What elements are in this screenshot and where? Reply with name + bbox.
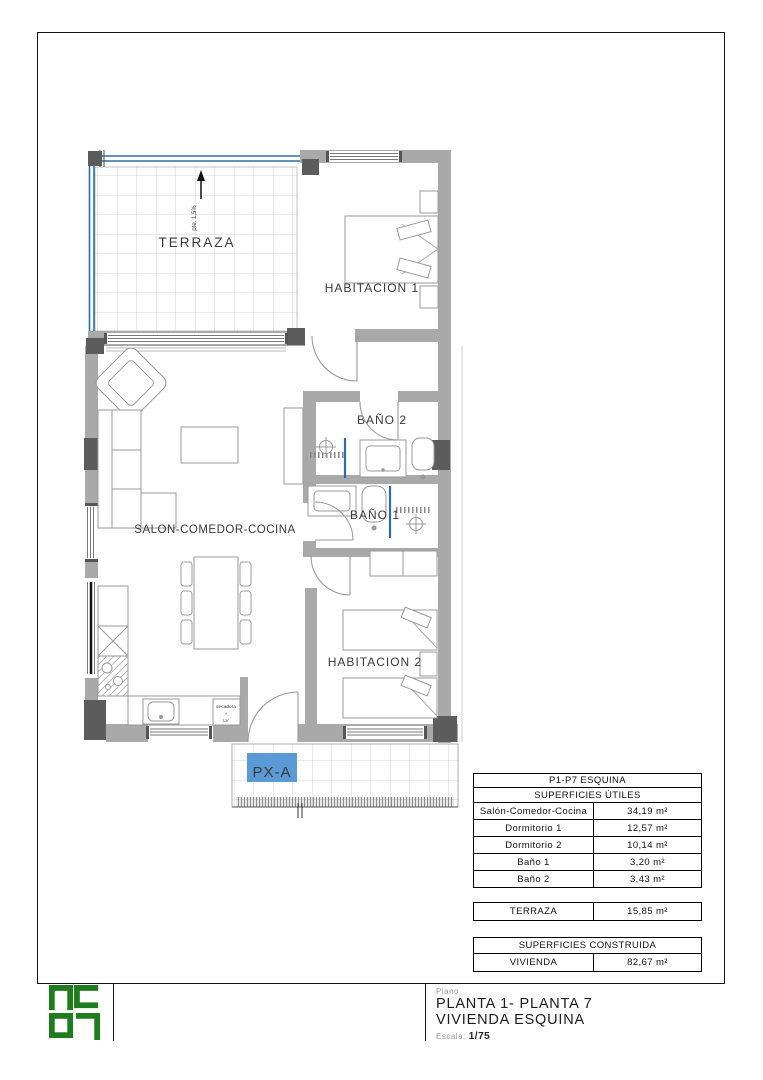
scale-row xyxy=(436,1031,725,1042)
row-label: Baño 2 xyxy=(474,871,594,887)
room-habitacion2 xyxy=(328,551,437,718)
chair xyxy=(240,591,251,615)
balcony xyxy=(232,744,458,818)
nc07-logo xyxy=(48,984,102,1042)
coffee-table xyxy=(181,427,238,463)
row-label: Dormitorio 2 xyxy=(474,837,594,853)
appliance-label: + xyxy=(224,712,228,717)
area-table xyxy=(473,773,702,972)
row-value: 3,20 m² xyxy=(629,856,665,868)
plan-title-line1: PLANTA 1- PLANTA 7 xyxy=(436,996,593,1012)
window-kitchen-left xyxy=(85,578,98,678)
room-salon xyxy=(93,345,303,725)
px-a-label: PX-A xyxy=(252,764,292,781)
row-label: Baño 1 xyxy=(474,854,594,870)
plan-title-line2: VIVIENDA ESQUINA xyxy=(436,1012,585,1029)
window-habitacion1 xyxy=(326,151,402,162)
row-value: 3,43 m² xyxy=(629,873,665,885)
row-value: 10,14 m² xyxy=(627,839,668,851)
title-block xyxy=(37,983,725,1041)
sink-basin xyxy=(314,491,350,511)
room-label-terraza: TERRAZA xyxy=(158,235,236,250)
row-label: Salón-Comedor-Cocina xyxy=(474,803,594,819)
room-habitacion1 xyxy=(325,191,438,308)
row-value: 15,85 m² xyxy=(627,906,668,917)
row-value: 12,57 m² xyxy=(627,822,668,834)
row-label: VIVIENDA xyxy=(474,954,594,971)
superficies-utiles-table xyxy=(473,773,702,888)
terraza-table xyxy=(473,902,702,921)
sofa-chaise xyxy=(141,493,176,528)
table-row xyxy=(474,953,701,971)
title-info xyxy=(425,984,725,1041)
table-row xyxy=(474,836,701,853)
row-value: 34,19 m² xyxy=(627,805,668,817)
room-label-bano1: BAÑO 1 xyxy=(349,508,401,522)
chair xyxy=(181,620,192,644)
scale-value: 1/75 xyxy=(468,1031,491,1043)
room-bano1 xyxy=(308,486,432,538)
table-subheader xyxy=(474,787,701,802)
table-subheader-text: SUPERFICIES CONSTRUIDA xyxy=(518,940,657,951)
plano-label: Plano xyxy=(436,987,459,996)
table-row xyxy=(474,819,701,836)
chair xyxy=(240,620,251,644)
chair xyxy=(181,591,192,615)
appliance-label: LV xyxy=(223,719,229,724)
room-terraza xyxy=(90,150,301,334)
nightstand xyxy=(420,191,438,213)
chair xyxy=(181,562,192,586)
nightstand xyxy=(420,286,438,308)
room-label-habitacion1: HABITACION 1 xyxy=(324,281,420,295)
room-label-bano2: BAÑO 2 xyxy=(356,413,408,427)
window-salon-left xyxy=(85,503,98,562)
table-title-text: P1-P7 ESQUINA xyxy=(548,775,626,786)
window-habitacion2-bottom xyxy=(343,726,427,739)
row-label: TERRAZA xyxy=(474,903,594,920)
table-row xyxy=(474,802,701,819)
superficies-construida-table xyxy=(473,937,702,972)
logo-cell xyxy=(37,984,114,1041)
sink-basin xyxy=(366,446,400,471)
row-label: Dormitorio 1 xyxy=(474,820,594,836)
hob xyxy=(98,656,128,696)
table-subheader xyxy=(474,938,701,953)
toilet xyxy=(412,438,434,470)
table-row xyxy=(474,870,701,887)
chair xyxy=(240,562,251,586)
dining-table xyxy=(194,557,238,649)
tv-unit xyxy=(284,408,303,484)
scale-label: Escala: xyxy=(436,1032,466,1042)
row-value: 82,67 m² xyxy=(627,957,668,968)
nightstand xyxy=(420,652,437,676)
railing xyxy=(236,797,454,807)
table-subheader-text: SUPERFICIES ÚTILES xyxy=(534,789,641,801)
fridge xyxy=(98,586,128,626)
appliance-label: secadora xyxy=(216,705,236,710)
table-title xyxy=(474,774,701,787)
room-label-habitacion2: HABITACION 2 xyxy=(327,655,423,669)
room-bano2 xyxy=(310,413,434,479)
table-row xyxy=(474,853,701,870)
sofa xyxy=(98,410,141,528)
slope-label: pte. 1,5% xyxy=(192,205,198,231)
window-kitchen-bottom xyxy=(146,726,212,739)
room-label-salon: SALON-COMEDOR-COCINA xyxy=(134,524,296,536)
table-row xyxy=(474,903,701,920)
